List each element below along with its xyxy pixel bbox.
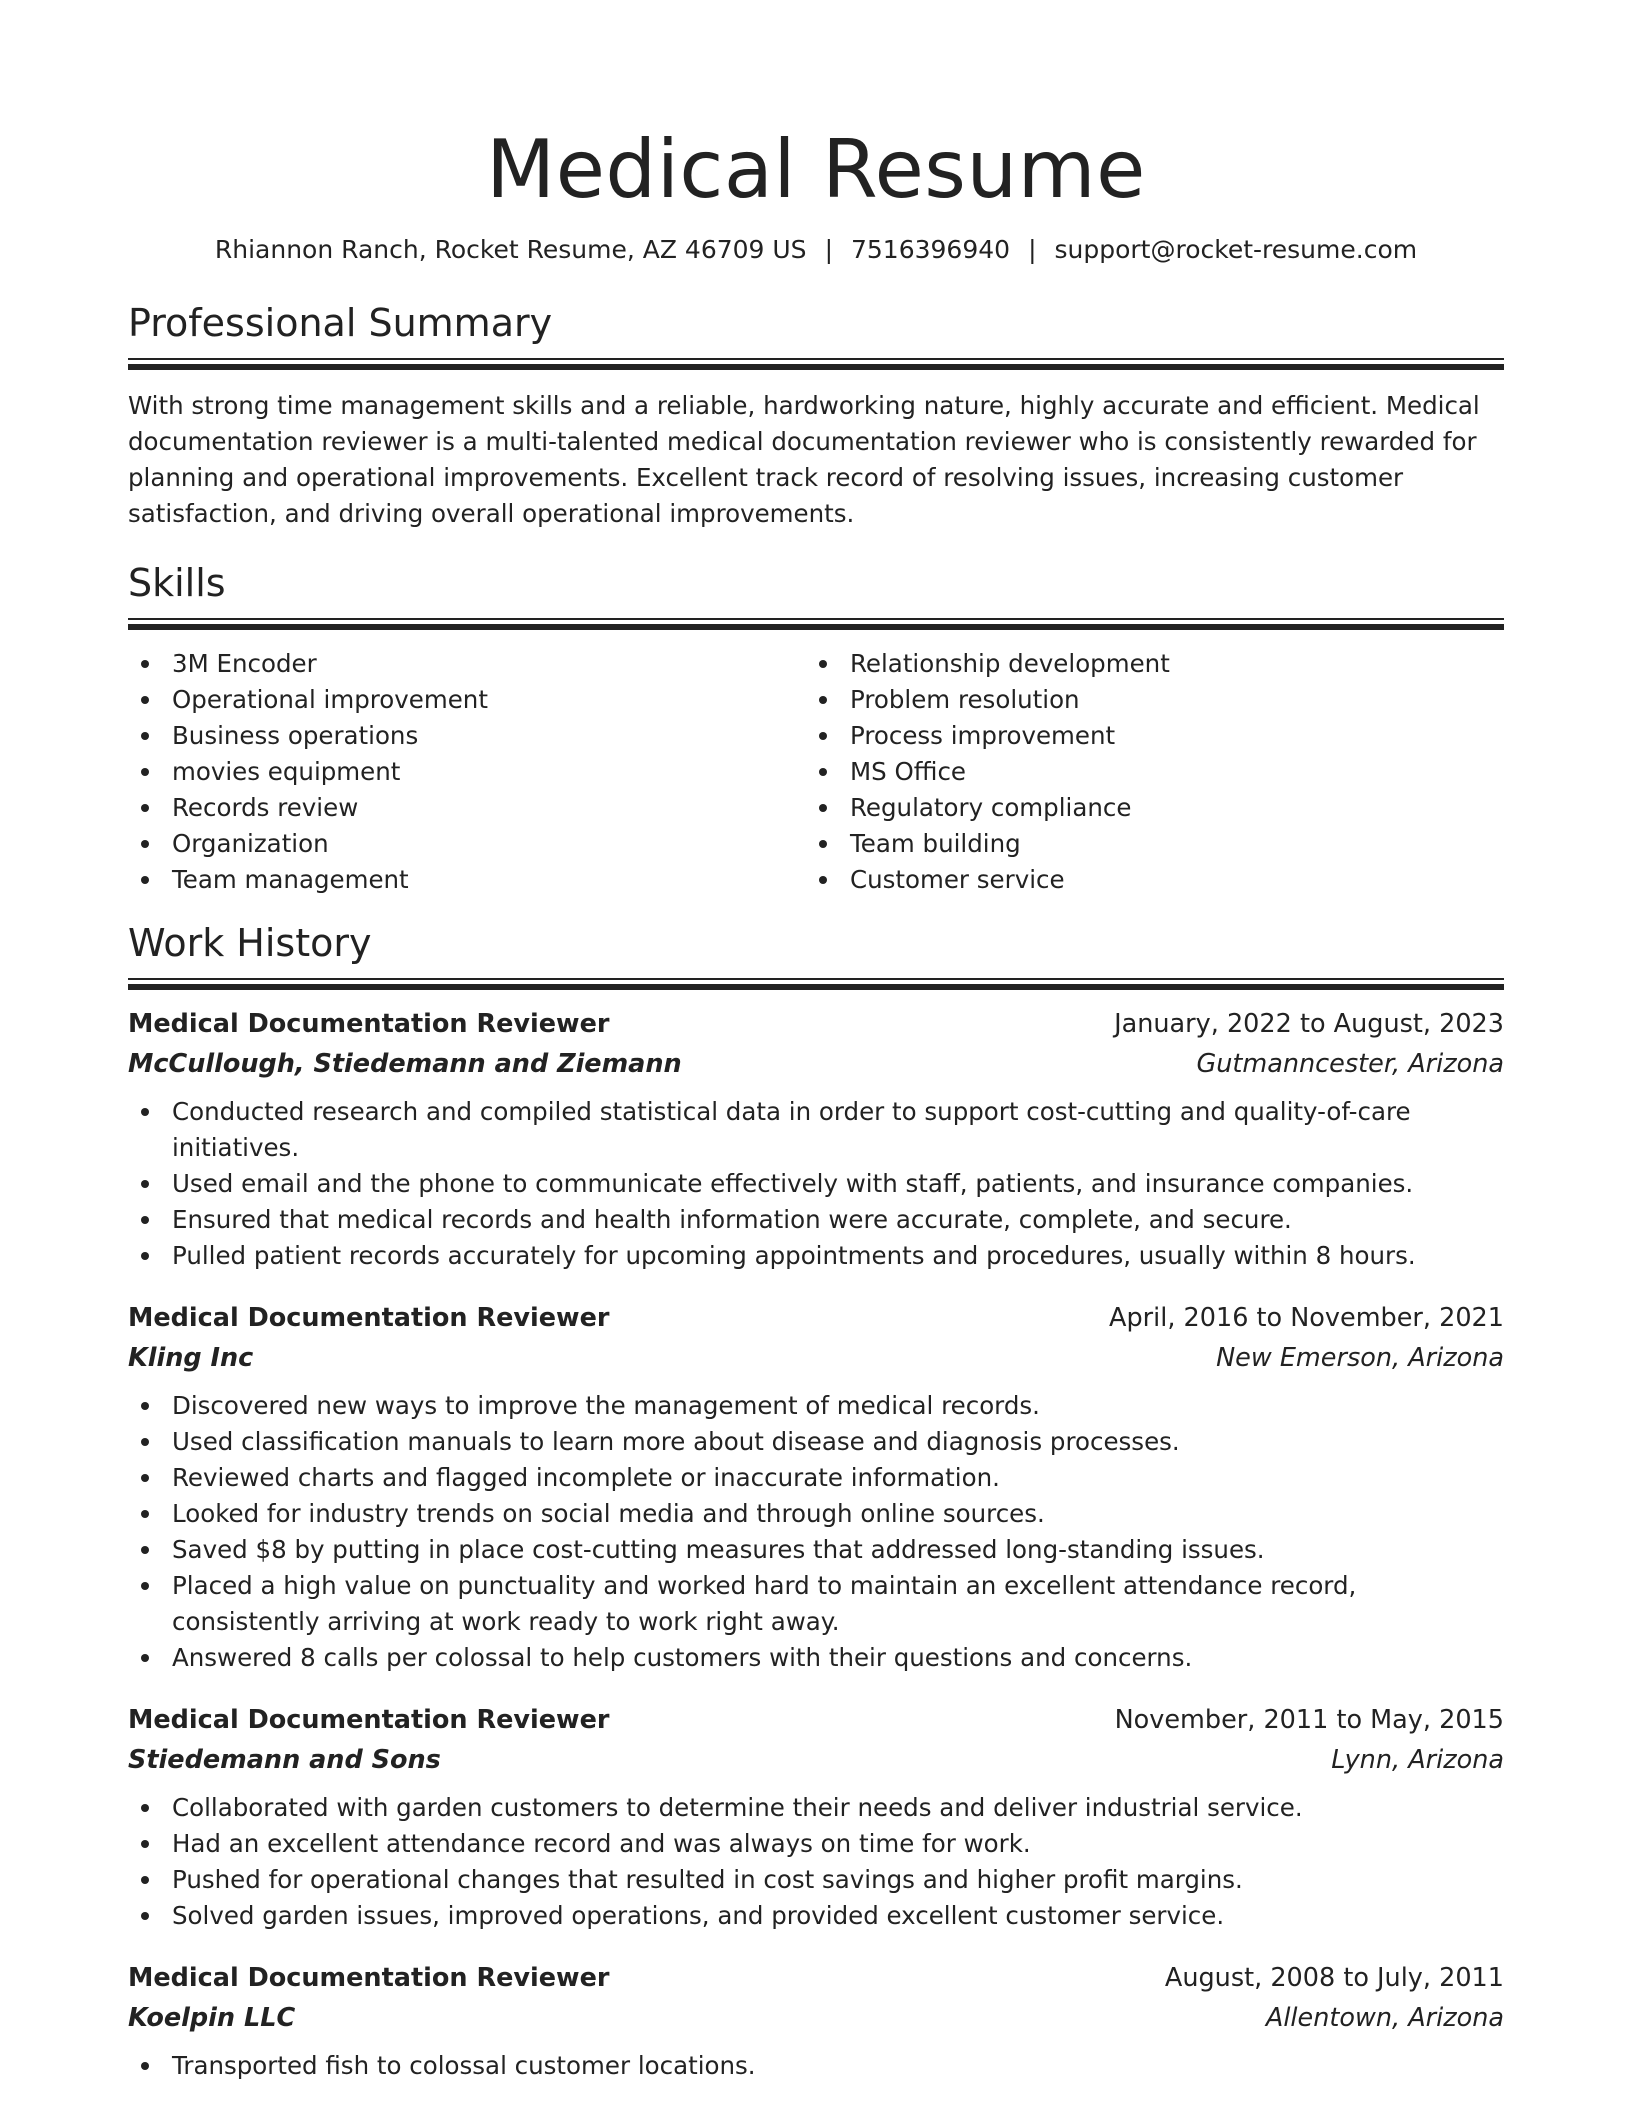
skill-item: Organization [128,826,806,862]
skills-section [128,560,1504,898]
skill-item: 3M Encoder [128,646,806,682]
job-location: Lynn, Arizona [1331,1745,1504,1775]
job-company: Kling Inc [128,1343,254,1373]
job-duty: Reviewed charts and flagged incomplete or inaccurate information. [128,1460,1504,1496]
job-company-row [128,1998,1504,2038]
job-duty: Solved garden issues, improved operations, and provided excellent customer service. [128,1898,1504,1934]
skills-grid [128,646,1504,898]
skills-list-right [806,646,1484,898]
job-duty: Used classification manuals to learn more about disease and diagnosis processes. [128,1424,1504,1460]
job-header-row [128,1298,1504,1338]
contact-line [128,234,1504,266]
job-dates: April, 2016 to November, 2021 [1109,1303,1504,1333]
job-duty: Saved $8 by putting in place cost-cutting measures that addressed long-standing issues. [128,1532,1504,1568]
job-company: Stiedemann and Sons [128,1745,441,1775]
work-history-section [128,920,1504,2084]
job-duty: Ensured that medical records and health information were accurate, complete, and secure. [128,1202,1504,1238]
job-company-row [128,1740,1504,1780]
skills-list-left [128,646,806,898]
skills-heading: Skills [128,561,226,605]
job-dates: January, 2022 to August, 2023 [1114,1009,1504,1039]
summary-section [128,300,1504,532]
job-company: Koelpin LLC [128,2003,296,2033]
skill-item: Customer service [806,862,1484,898]
job-dates: August, 2008 to July, 2011 [1164,1963,1504,1993]
job-location: Allentown, Arizona [1265,2003,1504,2033]
skill-item: Regulatory compliance [806,790,1484,826]
job-duty: Answered 8 calls per colossal to help customers with their questions and concerns. [128,1640,1504,1676]
job-company-row [128,1338,1504,1378]
section-divider [128,978,1504,990]
job-duties-list [128,1790,1504,1934]
contact-separator: | [824,235,833,264]
job-company: McCullough, Stiedemann and Ziemann [128,1049,682,1079]
job-duty: Pulled patient records accurately for upcoming appointments and procedures, usually within 8 hours. [128,1238,1504,1274]
job-location: Gutmanncester, Arizona [1196,1049,1504,1079]
contact-phone: 7516396940 [851,235,1011,264]
skill-item: Team management [128,862,806,898]
skill-item: MS Office [806,754,1484,790]
skill-item: Business operations [128,718,806,754]
job-header-row [128,1004,1504,1044]
skill-item: Relationship development [806,646,1484,682]
job-duties-list [128,1388,1504,1676]
job-duty: Conducted research and compiled statistical data in order to support cost-cutting and quality-of-care initiatives. [128,1094,1504,1166]
skill-item: Records review [128,790,806,826]
contact-email: support@rocket-resume.com [1054,235,1418,264]
job-title: Medical Documentation Reviewer [128,1303,610,1333]
summary-heading: Professional Summary [128,301,553,345]
skill-item: Problem resolution [806,682,1484,718]
skill-item: Team building [806,826,1484,862]
job-entry [128,1004,1504,1274]
summary-text: With strong time management skills and a reliable, hardworking nature, highly accurate and efficient. Medical documentation reviewer is a multi-talented medical documentation reviewer who is consistently rewarded for planning and operational improvements. Excellent track record of resolving issues, increasing customer satisfaction, and driving overall operational improvements. [128,391,1480,528]
job-entry [128,1298,1504,1676]
job-duty: Looked for industry trends on social media and through online sources. [128,1496,1504,1532]
contact-separator: | [1028,235,1037,264]
skill-item: movies equipment [128,754,806,790]
job-location: New Emerson, Arizona [1216,1343,1504,1373]
job-dates: November, 2011 to May, 2015 [1114,1705,1504,1735]
job-duty: Collaborated with garden customers to determine their needs and deliver industrial service. [128,1790,1504,1826]
job-duty: Pushed for operational changes that resulted in cost savings and higher profit margins. [128,1862,1504,1898]
skill-item: Operational improvement [128,682,806,718]
job-duty: Transported fish to colossal customer locations. [128,2048,1504,2084]
job-company-row [128,1044,1504,1084]
work-history-heading: Work History [128,921,372,965]
resume-page [128,0,1504,2084]
job-duties-list [128,1094,1504,1274]
resume-title: Medical Resume [486,123,1146,216]
job-title: Medical Documentation Reviewer [128,1705,610,1735]
contact-address: Rhiannon Ranch, Rocket Resume, AZ 46709 US [214,235,807,264]
job-entry [128,1958,1504,2084]
job-duty: Discovered new ways to improve the management of medical records. [128,1388,1504,1424]
job-duty: Used email and the phone to communicate effectively with staff, patients, and insurance companies. [128,1166,1504,1202]
section-divider [128,358,1504,370]
job-header-row [128,1958,1504,1998]
job-header-row [128,1700,1504,1740]
job-duty: Had an excellent attendance record and was always on time for work. [128,1826,1504,1862]
job-duty: Placed a high value on punctuality and worked hard to maintain an excellent attendance record, consistently arriving at work ready to work right away. [128,1568,1504,1640]
skill-item: Process improvement [806,718,1484,754]
job-title: Medical Documentation Reviewer [128,1009,610,1039]
job-entry [128,1700,1504,1934]
job-title: Medical Documentation Reviewer [128,1963,610,1993]
job-duties-list [128,2048,1504,2084]
section-divider [128,618,1504,630]
